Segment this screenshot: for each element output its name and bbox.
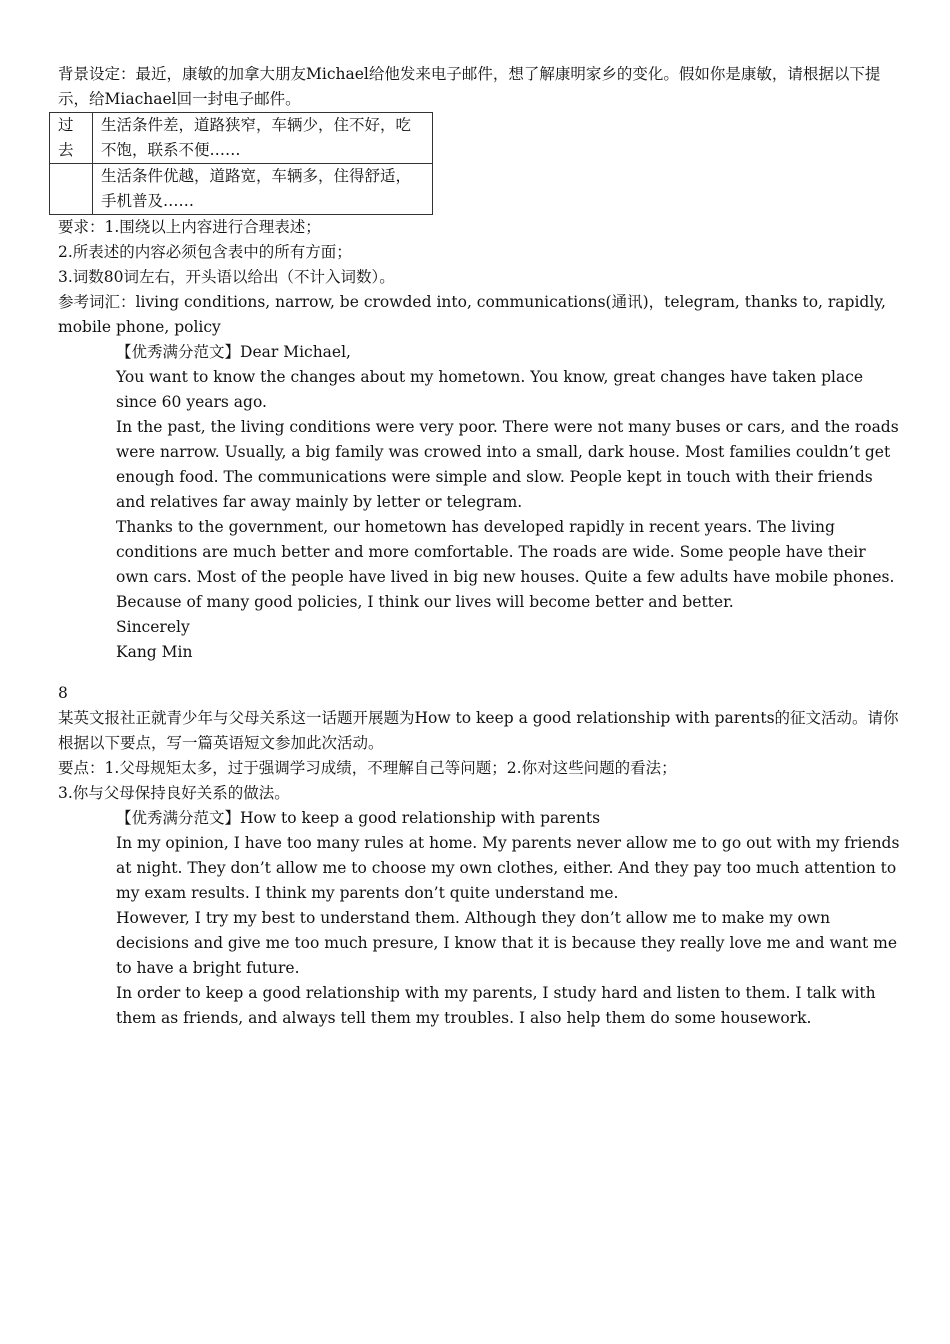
essay-signoff: Sincerely bbox=[116, 618, 190, 636]
table-cell-label: 过去 bbox=[50, 113, 93, 164]
q8-point-1: 要点：1.父母规矩太多，过于强调学习成绩，不理解自己等问题；2.你对这些问题的看法； bbox=[58, 759, 677, 777]
essay-title: How to keep a good relationship with parents bbox=[240, 809, 601, 827]
q7-vocabulary: 参考词汇：living conditions, narrow, be crowded into, communications(通讯)，telegram, thanks to, rapidly, mobile phone, policy bbox=[58, 293, 886, 336]
q8-number: 8 bbox=[58, 684, 68, 702]
q8-model-essay bbox=[58, 806, 900, 1031]
q7-requirement-1: 要求：1.围绕以上内容进行合理表述； bbox=[58, 218, 321, 236]
essay-paragraph: You want to know the changes about my hometown. You know, great changes have taken place since 60 years ago. bbox=[116, 368, 864, 411]
table-cell-content: 生活条件优越，道路宽，车辆多，住得舒适，手机普及…… bbox=[93, 164, 433, 215]
essay-tag: 【优秀满分范文】 bbox=[116, 809, 241, 827]
document-page bbox=[58, 62, 900, 1031]
essay-paragraph: Thanks to the government, our hometown has developed rapidly in recent years. The living conditions are much better and more comfortable. The roads are wide. Some people have their own cars. Most of the people have lived in big new houses. Quite a few adults have mobile phones. Because of many good policies, I think our lives will become better and better. bbox=[116, 518, 895, 611]
q7-model-essay bbox=[58, 340, 900, 665]
table-row bbox=[50, 113, 433, 164]
essay-paragraph: In my opinion, I have too many rules at home. My parents never allow me to go out with my friends at night. They don’t allow me to choose my own clothes, either. And they pay too much attention to my exam results. I think my parents don’t quite understand me. bbox=[116, 834, 900, 902]
section-gap bbox=[58, 665, 900, 681]
essay-heading bbox=[116, 806, 900, 831]
table-cell-content: 生活条件差，道路狭窄，车辆少，住不好，吃不饱，联系不便…… bbox=[93, 113, 433, 164]
essay-signature: Kang Min bbox=[116, 643, 193, 661]
essay-paragraph: In order to keep a good relationship with my parents, I study hard and listen to them. I talk with them as friends, and always tell them my troubles. I also help them do some housework. bbox=[116, 984, 876, 1027]
essay-paragraph: However, I try my best to understand them. Although they don’t allow me to make my own decisions and give me too much presure, I know that it is because they really love me and want me to have a bright future. bbox=[116, 909, 898, 977]
table-cell-label bbox=[50, 164, 93, 215]
table-row bbox=[50, 164, 433, 215]
essay-heading bbox=[116, 340, 900, 365]
essay-paragraph: In the past, the living conditions were very poor. There were not many buses or cars, and the roads were narrow. Usually, a big family was crowed into a small, dark house. Most families couldn’t get enough food. The communications were simple and slow. People kept in touch with their friends and relatives far away mainly by letter or telegram. bbox=[116, 418, 899, 511]
essay-greeting: Dear Michael, bbox=[240, 343, 351, 361]
q7-background: 背景设定：最近，康敏的加拿大朋友Michael给他发来电子邮件，想了解康明家乡的变化。假如你是康敏，请根据以下提示，给Miachael回一封电子邮件。 bbox=[58, 65, 881, 108]
essay-tag: 【优秀满分范文】 bbox=[116, 343, 241, 361]
q8-intro: 某英文报社正就青少年与父母关系这一话题开展题为How to keep a good relationship with parents的征文活动。请你根据以下要点，写一篇英语短文参加此次活动。 bbox=[58, 709, 899, 752]
q7-requirement-2: 2.所表述的内容必须包含表中的所有方面； bbox=[58, 243, 352, 261]
q7-prompt-table bbox=[49, 112, 433, 215]
q7-requirement-3: 3.词数80词左右，开头语以给出（不计入词数）。 bbox=[58, 268, 395, 286]
q8-point-2: 3.你与父母保持良好关系的做法。 bbox=[58, 784, 290, 802]
